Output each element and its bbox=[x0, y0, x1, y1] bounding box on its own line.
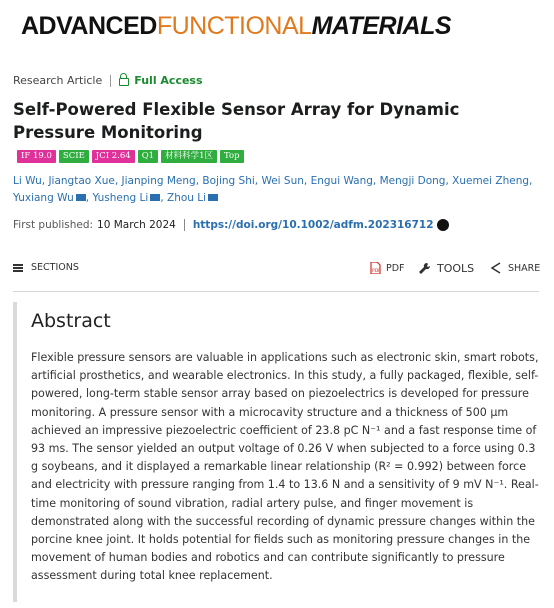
share-label: SHARE bbox=[508, 262, 541, 274]
doi-link[interactable]: https://doi.org/10.1002/adfm.202316712 bbox=[192, 219, 434, 231]
journal-badge: Q1 bbox=[138, 150, 158, 163]
article-type: Research Article bbox=[13, 74, 103, 87]
sections-label: SECTIONS bbox=[31, 262, 79, 273]
email-icon[interactable] bbox=[76, 194, 86, 201]
published-label: First published: bbox=[13, 219, 94, 231]
publication-info bbox=[13, 219, 449, 231]
sections-button[interactable] bbox=[13, 262, 79, 273]
journal-badge: Top bbox=[220, 150, 244, 163]
journal-badge: 材料科学1区 bbox=[161, 150, 217, 163]
author-link[interactable]: Zhou Li bbox=[167, 192, 207, 204]
email-icon[interactable] bbox=[150, 194, 160, 201]
altmetric-icon[interactable] bbox=[437, 219, 449, 231]
email-icon[interactable] bbox=[208, 194, 218, 201]
author-link[interactable]: Yusheng Li bbox=[92, 192, 149, 204]
list-icon bbox=[13, 264, 23, 272]
journal-name-part2: FUNCTIONAL bbox=[156, 12, 312, 40]
tools-label: TOOLS bbox=[437, 262, 475, 275]
journal-badges bbox=[17, 150, 244, 163]
article-title: Self-Powered Flexible Sensor Array for Dynamic Pressure Monitoring bbox=[13, 100, 460, 142]
author-link[interactable]: Bojing Shi, bbox=[202, 175, 259, 187]
article-toolbar bbox=[0, 256, 554, 284]
published-date: 10 March 2024 bbox=[97, 219, 176, 231]
author-list: Li Wu, Jiangtao Xue, Jianping Meng, Bojing Shi, Wei Sun, Engui Wang, Mengji Dong, Xuemei Zheng, Yuxiang Wu , Yusheng Li , Zhou Li bbox=[13, 175, 533, 204]
journal-logo[interactable] bbox=[21, 12, 451, 41]
author-link[interactable]: Wei Sun, bbox=[261, 175, 308, 187]
journal-badge: IF 19.0 bbox=[17, 150, 56, 163]
toolbar-divider bbox=[13, 291, 539, 292]
pub-divider bbox=[184, 219, 185, 231]
author-link[interactable]: Engui Wang, bbox=[310, 175, 377, 187]
journal-badge: JCI 2.64 bbox=[92, 150, 135, 163]
author-link[interactable]: Jianping Meng, bbox=[121, 175, 200, 187]
author-link[interactable]: Li Wu, bbox=[13, 175, 46, 187]
unlock-icon bbox=[119, 78, 129, 86]
abstract-heading: Abstract bbox=[31, 310, 111, 332]
pdf-button[interactable] bbox=[370, 262, 405, 274]
author-link[interactable]: Mengji Dong, bbox=[379, 175, 449, 187]
abstract-text: Flexible pressure sensors are valuable in applications such as electronic skin, smart robots, artificial prosthetics, and wearable electronics. In this study, a fully packaged, flexible, self-powered, long-term stable sensor array based on piezoelectrics is developed for pressure monitoring. A pressure sensor with a microcavity structure and a thickness of 500 µm achieved an impressive piezoelectric coefficient of 23.8 pC N⁻¹ and a fast response time of 93 ms. The sensor yielded an output voltage of 0.26 V when subjected to a force using 0.3 g soybeans, and it displayed a remarkable linear relationship (R² = 0.992) between force and electricity with pressure ranging from 1.4 to 13.6 N and a sensitivity of 9 mV N⁻¹. Real-time monitoring of sound vibration, radial artery pulse, and finger movement is demonstrated along with the successful recording of dynamic pressure changes within the porcine knee joint. It holds potential for fields such as monitoring pressure changes in the movement of human bodies and robotics and can contribute significantly to pressure assessment during total knee replacement. bbox=[31, 351, 539, 583]
access-status: Full Access bbox=[134, 74, 203, 87]
journal-badge: SCIE bbox=[59, 150, 89, 163]
meta-divider bbox=[110, 75, 111, 87]
journal-name-part1: ADVANCED bbox=[21, 12, 157, 40]
journal-name-part3: MATERIALS bbox=[311, 12, 452, 40]
author-link[interactable]: Yuxiang Wu bbox=[13, 192, 74, 204]
pdf-label: PDF bbox=[386, 262, 405, 274]
wrench-icon bbox=[418, 262, 431, 275]
svg-text:PDF: PDF bbox=[372, 269, 381, 274]
share-icon bbox=[490, 262, 502, 274]
share-button[interactable] bbox=[490, 262, 540, 274]
tools-button[interactable] bbox=[418, 262, 474, 275]
pdf-icon bbox=[370, 262, 381, 274]
article-meta bbox=[13, 74, 203, 87]
author-link[interactable]: Jiangtao Xue, bbox=[48, 175, 119, 187]
author-link[interactable]: Xuemei Zheng, bbox=[452, 175, 533, 187]
